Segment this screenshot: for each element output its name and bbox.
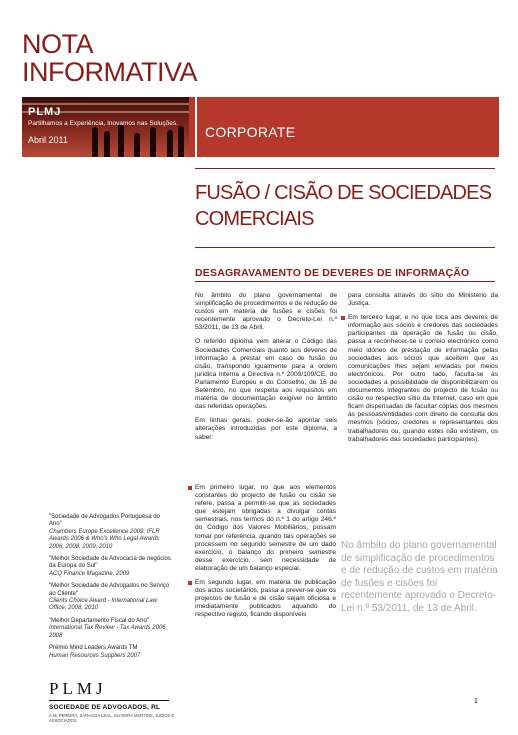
section-box: [195, 97, 499, 157]
brand-tagline: Partilhamos a Experiência, Inovamos nas Soluções.: [28, 120, 178, 127]
header-banner: [22, 97, 497, 157]
banner-photo: [22, 97, 189, 157]
award-title: "Melhor Sociedade de Advocacia de negócios da Europa do Sul": [49, 556, 171, 570]
newsletter-title: [22, 30, 197, 86]
award-title: "Melhor Sociedade de Advogados no Serviço ao Cliente": [49, 583, 170, 597]
bullet-paragraph: Em terceiro lugar, e no que toca aos deveres de informação aos sócios e credores das sociedades participantes da operação de fusão ou cisão, passa a reconhecer-se o correio electrónico como meio idóneo de prestação de informação pelas sociedades aos sócios que aceitem que as comunicações lhes sejam enviadas por meios electrónicos. Por outro lado, faculta-se às sociedades a possibilidade de disponibilizarem os documentos integrantes do projecto de fusão ou cisão no respectivo sítio da Internet, caso em que ficam dispensadas de facultar cópias dos mesmos às pessoas/entidades com direito de consulta dos mesmos (sócios, credores e representantes dos trabalhadores ou, quando estes não existirem, os trabalhadores das sociedades participantes).: [341, 314, 498, 444]
paragraph: para consulta através do sítio do Ministério da Justiça.: [348, 292, 498, 308]
award-title: Prémio Mind Leaders Awards TM: [49, 645, 138, 652]
article-column-3: [341, 292, 498, 450]
award-source: ACQ Finance Magazine, 2009: [49, 570, 130, 577]
firm-name: SOCIEDADE DE ADVOGADOS, RL: [49, 704, 161, 711]
article-column-1: [195, 292, 337, 448]
subhead-rule-top: [195, 247, 495, 248]
section-label: CORPORATE: [205, 124, 296, 140]
paragraph: Em linhas gerais, poder-se-ão apontar seis alterações introduzidas por este diploma, a saber:: [195, 417, 337, 441]
award-source: Clients Choice Award - International Law Office, 2008, 2010: [49, 598, 158, 612]
headline-line-1: FUSÃO / CISÃO DE SOCIEDADES: [195, 182, 492, 204]
title-line-1: NOTA: [22, 29, 93, 59]
logo-divider: [49, 700, 169, 701]
awards-list: [49, 514, 171, 665]
paragraph: O referido diploma vem alterar o Código das Sociedades Comerciais quanto aos deveres de informação a prestar em caso de fusão ou cisão, transpondo igualmente para a ordem jurídica interna a Directiva n.º 2009/109/CE, do Parlamento Europeu e do Conselho, de 16 de Setembro, no que respeita aos requisitos em matéria de documentação exigível no âmbito das referidas operações.: [195, 338, 337, 411]
bullet-paragraph: Em segundo lugar, em matéria de publicação dos actos societários, passa a prever-se que os projectos de fusão e de cisão sejam oficiosa e imediatamente publicados aquando do respectivo registo, ficando disponíveis: [188, 579, 336, 619]
bullet-paragraph: Em primeiro lugar, no que aos elementos constantes do projecto de fusão ou cisão se refere, passa a permitir-se que as sociedades que estejam obrigadas a divulgar contas semestrais, nos termos do n.º 1 do artigo 246.º do Código dos Valores Mobiliários, possam tomar por referência, quando tais operações se processem no segundo semestre de um dado exercício, o balanço do primeiro semestre desse exercício, sem necessidade de elaboração de um balanço especial.: [188, 484, 336, 573]
article-subheading: DESAGRAVAMENTO DE DEVERES DE INFORMAÇÃO: [195, 267, 470, 279]
article-column-2: [188, 484, 336, 626]
headline-rule: [195, 168, 495, 169]
pull-quote: No âmbito do plano governamental de simplificação de procedimentos e de redução de custos em matéria de fusões e cisões foi recentemente aprovado o Decreto-Lei n.º 53/2011, de 13 de Abril.: [341, 540, 498, 614]
brand-mark: PLMJ: [28, 106, 62, 118]
title-line-2: INFORMATIVA: [22, 57, 197, 87]
page-number: 1: [474, 698, 478, 705]
subhead-rule-bottom: [195, 281, 495, 282]
logo-wordmark: PLMJ: [49, 679, 107, 698]
firm-partners: A.M. PEREIRA, SÁRAGGA LEAL, OLIVEIRA MARTINS, JÚDICE E ASSOCIADOS: [49, 713, 175, 723]
award-title: "Sociedade de Advogados Portuguesa do Ano": [49, 514, 160, 528]
award-source: International Tax Review - Tax Awards 2006, 2008: [49, 625, 168, 639]
firm-logo: [49, 679, 179, 723]
award-source: Chambers Europe Excellence 2009, IFLR Awards 2006 & Who's Who Legal Awards 2006, 2008, 2009, 2010: [49, 528, 160, 550]
issue-date: Abril 2011: [28, 135, 68, 145]
paragraph: No âmbito do plano governamental de simplificação de procedimentos e de redução de custos em matéria de fusões e cisões foi recentemente aprovado o Decreto-Lei n.º 53/2011, de 13 de Abril.: [195, 292, 337, 332]
award-source: Human Resources Suppliers 2007: [49, 652, 141, 659]
award-title: "Melhor Departamento Fiscal do Ano": [49, 617, 149, 624]
article-headline: [195, 180, 495, 232]
headline-line-2: COMERCIAIS: [195, 208, 314, 230]
